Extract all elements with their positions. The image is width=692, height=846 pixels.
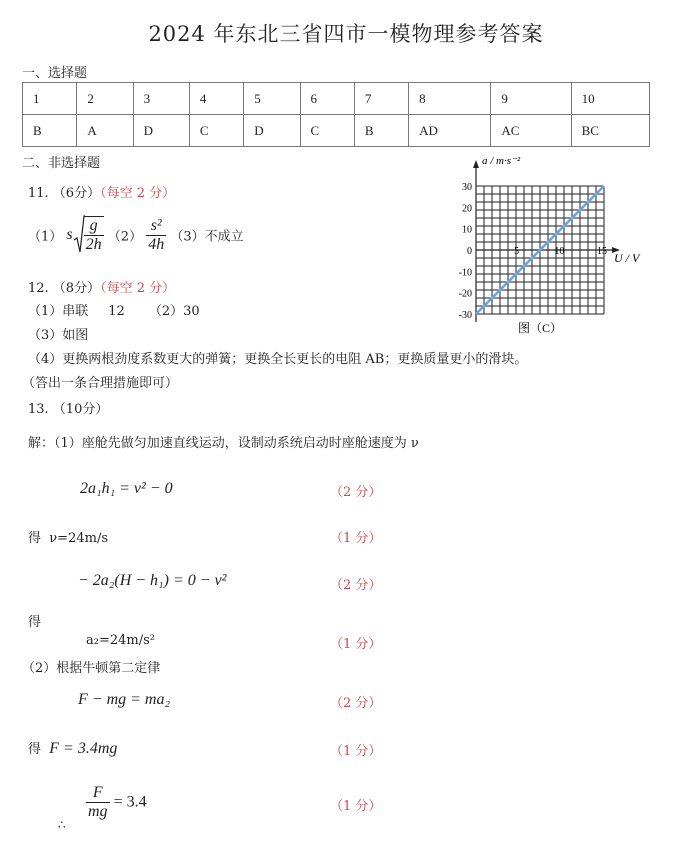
q11-fraction-2: [146, 217, 166, 254]
ratio-num: F: [86, 784, 110, 803]
q12-line1: [28, 300, 200, 319]
answer-cell: BC: [571, 115, 649, 147]
section-nonchoice-heading: 二、非选择题: [22, 156, 101, 171]
y-tick-label: 20: [462, 203, 472, 215]
y-tick-label: 0: [467, 246, 472, 257]
chart-ylabel: a / m·s⁻²: [482, 155, 521, 167]
ratio-value: = 3.4: [113, 793, 147, 811]
q11-score-note: （每空 2 分）: [100, 186, 176, 201]
answer-cell: D: [244, 115, 300, 147]
answer-cell: C: [300, 115, 354, 147]
ratio-fraction: [86, 784, 110, 821]
q11-s-var: s: [66, 226, 73, 243]
section-choice-heading: 一、选择题: [22, 66, 88, 81]
x-tick-label: 10: [554, 246, 565, 257]
answer-cell: C: [189, 115, 243, 147]
question-number: 1: [23, 83, 77, 115]
score-eq3: （2 分）: [330, 696, 382, 711]
score-F: （1 分）: [330, 744, 382, 759]
chart-title: 图（C）: [517, 321, 563, 335]
de-label: 得: [28, 531, 42, 546]
de-label-2: 得: [28, 615, 42, 630]
y-tick-label: -30: [458, 310, 472, 321]
q12-part1: （1）串联: [28, 304, 89, 319]
q11-sqrt-body: [84, 216, 104, 254]
score-ratio: （1 分）: [330, 799, 382, 814]
question-number: 3: [133, 83, 189, 115]
answer-cell: AC: [491, 115, 571, 147]
y-axis-arrow-icon: [473, 160, 479, 168]
answer-cell: AD: [409, 115, 491, 147]
equation-2: − 2a₂(H − h₁) = 0 − ν²: [78, 572, 227, 589]
q13-intro: 解：（1）座舱先做匀加速直线运动，设制动系统启动时座舱速度为 ν: [28, 436, 419, 451]
chart-xlabel: U / V: [614, 251, 640, 265]
q11-frac2-num: s²: [146, 217, 166, 236]
score-eq1: （2 分）: [330, 485, 382, 500]
q11-frac1-num: g: [84, 217, 104, 236]
equation-1: 2a₁h₁ = ν² − 0: [80, 480, 173, 497]
q12-part2: （2）30: [148, 304, 200, 319]
y-tick-label: 10: [462, 224, 472, 236]
question-number: 5: [244, 83, 300, 115]
q11-frac1-den: 2h: [85, 236, 102, 253]
q11-number: 11. （6分）: [28, 186, 101, 201]
F-value: F = 3.4mg: [49, 740, 118, 757]
page-title: 2024 年东北三省四市一模物理参考答案: [148, 22, 544, 46]
y-tick-label: -10: [458, 267, 472, 279]
ratio-den: mg: [88, 803, 108, 820]
chart-ticks: [459, 182, 607, 321]
score-a2: （1 分）: [330, 637, 382, 652]
equation-3: F − mg = ma₂: [78, 691, 171, 708]
question-number: 9: [491, 83, 571, 115]
graph-figure-c: [440, 150, 660, 345]
y-tick-label: 30: [462, 182, 472, 193]
q12-line3: （4）更换两根劲度系数更大的弹簧；更换全长更长的电阻 AB；更换质量更小的滑块。: [28, 352, 528, 367]
q13-heading: 13. （10分）: [28, 402, 109, 417]
answer-cell: A: [77, 115, 133, 147]
x-tick-label: 5: [514, 246, 520, 257]
q12-heading: [28, 277, 175, 296]
q12-line2: （3）如图: [28, 328, 89, 343]
answer-cell: D: [133, 115, 189, 147]
question-number: 2: [77, 83, 133, 115]
result-F: [28, 738, 117, 758]
answer-table: [22, 82, 650, 147]
question-number: 8: [409, 83, 491, 115]
q13-part2: （2）根据牛顿第二定律: [22, 661, 161, 676]
table-row: [23, 83, 650, 115]
y-tick-label: -20: [458, 288, 472, 300]
q12-score-note: （每空 2 分）: [100, 281, 176, 296]
q11-answers: [28, 214, 244, 256]
question-number: 6: [300, 83, 354, 115]
q11-part1-label: （1）: [28, 229, 63, 245]
q11-part2-label: （2）: [107, 229, 143, 245]
q11-frac2-den: 4h: [148, 235, 165, 253]
q12-part1-value: 12: [108, 304, 125, 319]
result-a2: a₂=24m/s²: [86, 633, 155, 648]
q12-number: 12. （8分）: [28, 281, 101, 296]
score-v: （1 分）: [330, 531, 382, 546]
x-tick-label: 15: [597, 246, 607, 257]
ratio-equation: [86, 784, 147, 821]
de-label-3: 得: [28, 742, 42, 757]
result-v: [28, 527, 108, 546]
question-number: 10: [571, 83, 649, 115]
answer-cell: B: [354, 115, 408, 147]
question-number: 7: [354, 83, 408, 115]
q11-part3: （3）不成立: [170, 229, 244, 245]
v-value: ν=24m/s: [49, 531, 108, 546]
question-number: 4: [189, 83, 243, 115]
therefore-symbol: ∴: [58, 818, 66, 832]
q12-line4: （答出一条合理措施即可）: [22, 376, 179, 391]
table-row: [23, 115, 650, 147]
answer-cell: B: [23, 115, 77, 147]
q11-heading: [28, 182, 175, 201]
q11-fraction-1: [84, 217, 104, 254]
score-eq2: （2 分）: [330, 578, 382, 593]
